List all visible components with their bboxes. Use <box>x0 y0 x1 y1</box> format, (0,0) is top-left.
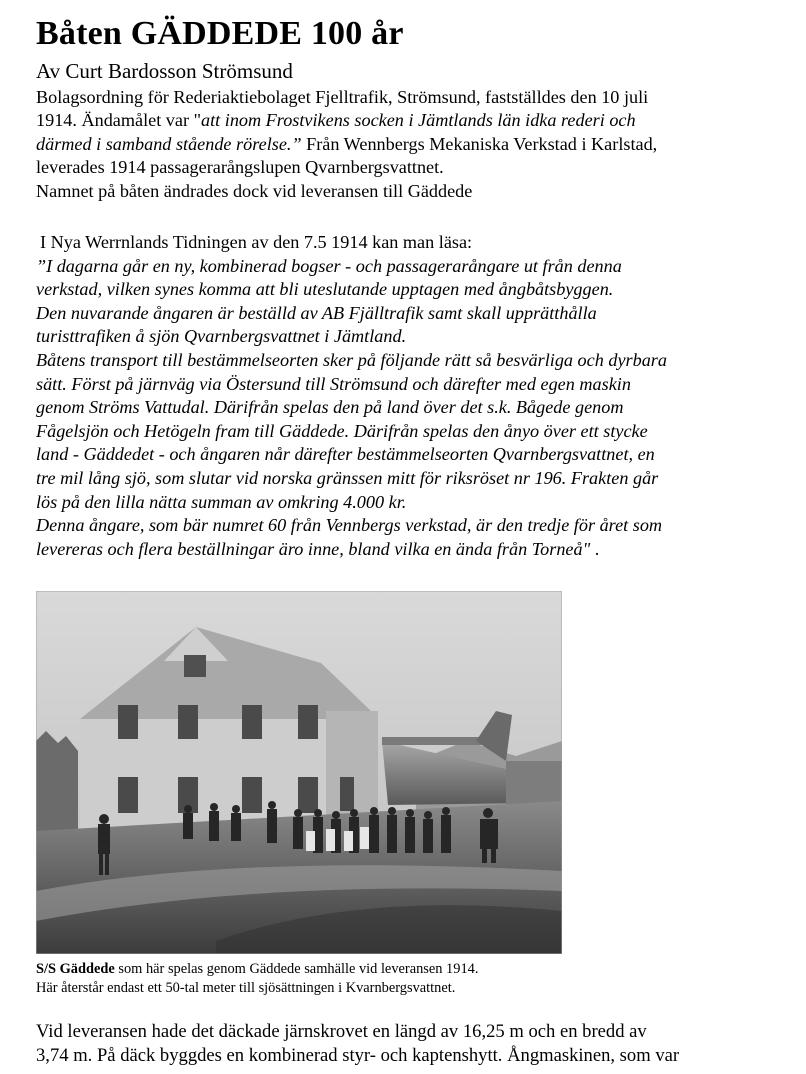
photo-caption <box>36 960 636 998</box>
intro-line: därmed i samband stående rörelse.” Från Wennbergs Mekaniska Verkstad i Karlstad, <box>36 133 658 154</box>
body-line: Vid leveransen hade det däckade järnskrovet en längd av 16,25 m och en bredd av <box>36 1021 647 1042</box>
quote-line: levereras och flera beställningar äro inne, bland vilka en ända från Torneå" . <box>36 538 600 559</box>
quote-line: genom Ströms Vattudal. Därifrån spelas den på land över det s.k. Bågede genom <box>36 397 624 418</box>
quote-line: ”I dagarna går en ny, kombinerad bogser - och passagerarångare ut från denna <box>36 255 622 276</box>
intro-line: Namnet på båten ändrades dock vid leveransen till Gäddede <box>36 180 473 201</box>
intro-line: Bolagsordning för Rederiaktiebolaget Fjelltrafik, Strömsund, fastställdes den 10 juli <box>36 87 649 107</box>
quote-lead: I Nya Werrnlands Tidningen av den 7.5 1914 kan man läsa: <box>40 232 473 252</box>
caption-line: S/S Gäddede som här spelas genom Gäddede samhälle vid leveransen 1914. <box>36 961 479 977</box>
caption-line: Här återstår endast ett 50-tal meter till sjösättningen i Kvarnbergsvattnet. <box>36 980 456 996</box>
newspaper-quote <box>36 231 776 561</box>
caption-boat-name: S/S Gäddede <box>36 961 115 977</box>
intro-line: 1914. Ändamålet var "att inom Frostvikens socken i Jämtlands län idka rederi och <box>36 110 636 131</box>
quote-line: Båtens transport till bestämmelseorten sker på följande rätt så besvärliga och dyrbara <box>36 349 667 370</box>
quote-line: lös på den lilla nätta summan av omkring 4.000 kr. <box>36 491 407 512</box>
quote-line: Denna ångare, som bär numret 60 från Vennbergs verkstad, är den tredje för året som <box>36 515 663 536</box>
quote-line: land - Gäddedet - och ångaren når därefter bestämmelseorten Qvarnbergsvattnet, en <box>36 444 655 465</box>
article-title: Båten GÄDDEDE 100 år <box>36 15 404 52</box>
quote-line: turisttrafiken å sjön Qvarnbergsvattnet i Jämtland. <box>36 326 407 347</box>
quote-line: tre mil lång sjö, som slutar vid norska gränssen mitt för riksröset nr 196. Frakten går <box>36 467 659 488</box>
intro-paragraph <box>36 86 776 203</box>
article-byline: Av Curt Bardosson Strömsund <box>36 59 293 83</box>
body-paragraph <box>36 1020 776 1068</box>
quote-line: Fågelsjön och Hetögeln fram till Gäddede. Därifrån spelas den ånyo över ett stycke <box>36 420 648 441</box>
quote-line: Den nuvarande ångaren är beställd av AB Fjälltrafik samt skall upprätthålla <box>36 302 597 323</box>
intro-line: leverades 1914 passagerarångslupen Qvarnbergsvattnet. <box>36 157 444 178</box>
quote-line: verkstad, vilken synes komma att bli uteslutande upptagen med ångbåtsbyggen. <box>36 279 614 300</box>
historical-photo <box>36 591 562 954</box>
quote-line: sätt. Först på järnväg via Östersund till Strömsund och därefter med egen maskin <box>36 373 631 394</box>
body-line: 3,74 m. På däck byggdes en kombinerad styr- och kaptenshytt. Ångmaskinen, som var <box>36 1045 680 1066</box>
